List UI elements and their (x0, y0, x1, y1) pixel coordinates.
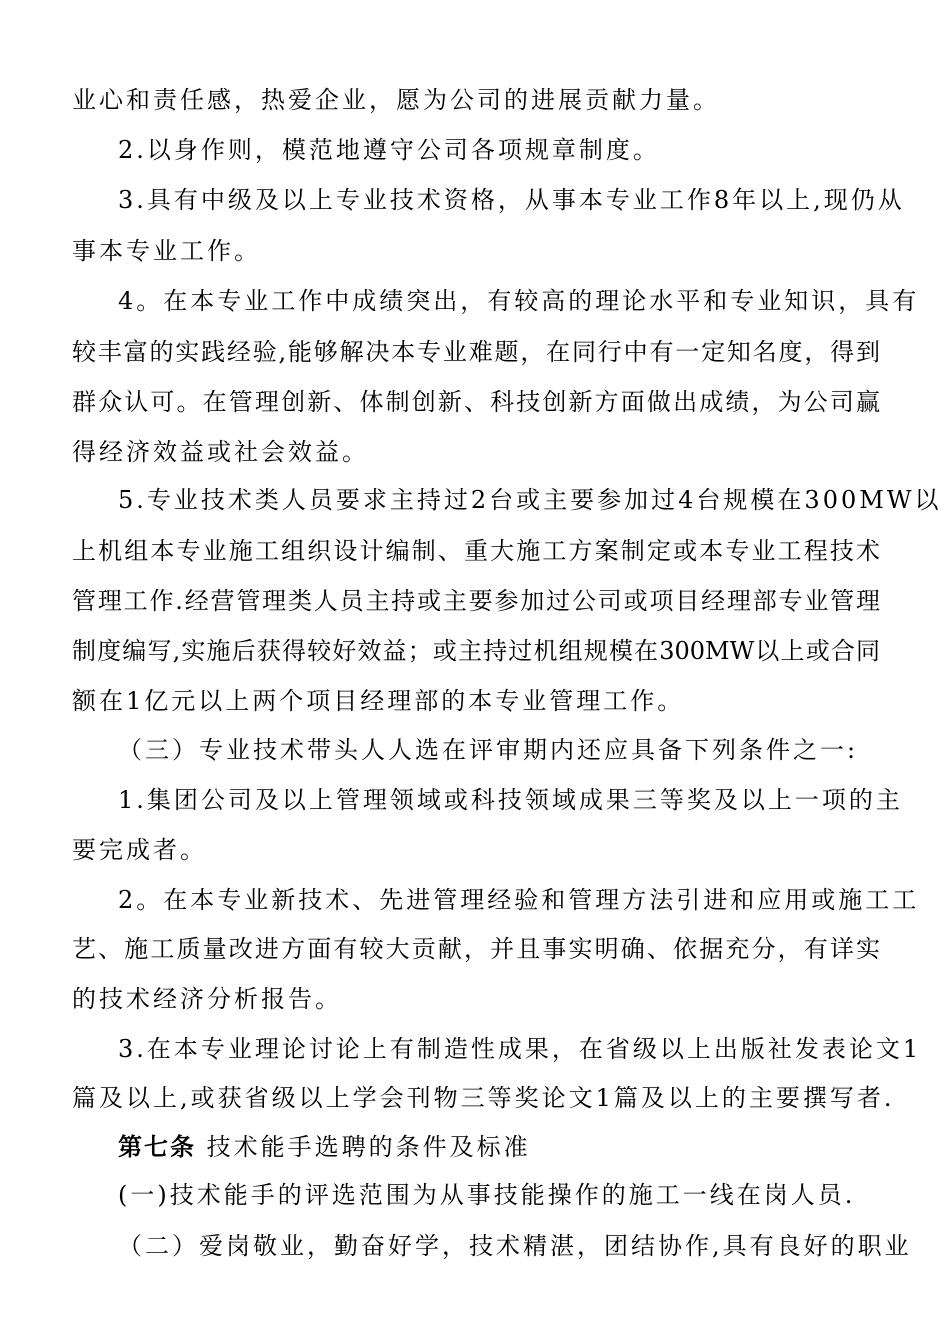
article-heading-line (118, 1132, 531, 1162)
paragraph-line: 艺、施工质量改进方面有较大贡献，并且事实明确、依据充分，有详实 (72, 935, 880, 963)
article-title: 技术能手选聘的条件及标准 (206, 1133, 531, 1161)
paragraph-line: 3.具有中级及以上专业技术资格，从事本专业工作8年以上,现仍从 (118, 186, 905, 214)
paragraph-line: 群众认可。在管理创新、体制创新、科技创新方面做出成绩，为公司赢 (72, 388, 880, 416)
paragraph-line: 较丰富的实践经验,能够解决本专业难题，在同行中有一定知名度，得到 (72, 338, 880, 366)
paragraph-line: （三）专业技术带头人人选在评审期内还应具备下列条件之一: (118, 736, 859, 764)
paragraph-line: 1.集团公司及以上管理领域或科技领域成果三等奖及以上一项的主 (118, 786, 903, 814)
paragraph-line: 2。在本专业新技术、先进管理经验和管理方法引进和应用或施工工 (118, 886, 920, 914)
paragraph-line: 5.专业技术类人员要求主持过2台或主要参加过4台规模在300MW以 (118, 486, 942, 514)
paragraph-line: （二）爱岗敬业，勤奋好学，技术精湛，团结协作,具有良好的职业 (118, 1232, 912, 1260)
paragraph-line: 2.以身作则，模范地遵守公司各项规章制度。 (118, 136, 660, 164)
paragraph-line: (一)技术能手的评选范围为从事技能操作的施工一线在岗人员. (118, 1181, 856, 1209)
paragraph-line: 管理工作.经营管理类人员主持或主要参加过公司或项目经理部专业管理 (72, 587, 880, 615)
paragraph-line: 的技术经济分析报告。 (72, 985, 342, 1013)
paragraph-line: 4。在本专业工作中成绩突出，有较高的理论水平和专业知识，具有 (118, 287, 920, 315)
paragraph-line: 得经济效益或社会效益。 (72, 438, 369, 466)
paragraph-line: 3.在本专业理论讨论上有制造性成果，在省级以上出版社发表论文1 (118, 1035, 922, 1063)
paragraph-line: 额在1亿元以上两个项目经理部的本专业管理工作。 (72, 687, 685, 715)
paragraph-line: 要完成者。 (72, 836, 207, 864)
paragraph-line: 业心和责任感，热爱企业，愿为公司的进展贡献力量。 (72, 86, 720, 114)
paragraph-line: 制度编写,实施后获得较好效益；或主持过机组规模在300MW以上或合同 (72, 637, 880, 665)
paragraph-line: 上机组本专业施工组织设计编制、重大施工方案制定或本专业工程技术 (72, 537, 880, 565)
paragraph-line: 事本专业工作。 (72, 237, 261, 265)
paragraph-line: 篇及以上,或获省级以上学会刊物三等奖论文1篇及以上的主要撰写者. (72, 1084, 895, 1112)
article-number: 第七条 (118, 1132, 196, 1161)
